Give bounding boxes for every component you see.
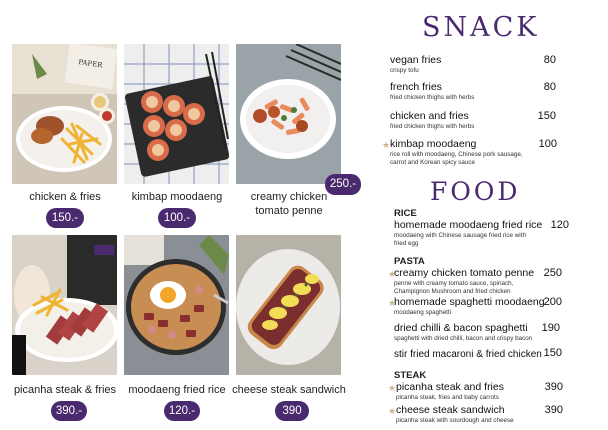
star-icon: ★ [388, 406, 397, 416]
item-description: crispy tofu [390, 67, 419, 74]
item-price: 120 [550, 219, 569, 231]
photo-card-cheese-steak [232, 235, 346, 417]
star-icon: ★ [388, 383, 397, 393]
cheese-steak-photo [236, 235, 341, 375]
item-price: 150 [543, 347, 562, 359]
item-name: homemade spaghetti moodaeng [394, 296, 545, 308]
menu-item-cheese-steak-sandwich [396, 404, 563, 425]
photo-card-picanha-steak [12, 235, 117, 417]
item-description-line1: rice roll with moodaeng, Chinese pork sausage, [390, 151, 523, 158]
item-description: fried chicken thighs with herbs [390, 94, 475, 101]
item-name: dried chilli & bacon spaghetti [394, 322, 528, 334]
menu-item-chicken-and-fries [390, 110, 600, 131]
kimbap-photo [124, 44, 229, 184]
penne-photo [236, 44, 341, 184]
item-name: vegan fries [390, 54, 442, 66]
item-price: 100 [538, 138, 557, 150]
item-price: 80 [543, 81, 556, 93]
food-section-title: FOOD [430, 177, 521, 206]
dish-name-line2: tomato penne [255, 205, 323, 217]
price-badge: 390 [275, 401, 309, 421]
photo-card-fried-rice [124, 235, 229, 417]
dish-name: kimbap moodaeng [131, 191, 223, 203]
item-price: 80 [543, 54, 556, 66]
item-price: 190 [541, 322, 560, 334]
star-icon: ★ [388, 298, 397, 308]
star-icon: ★ [382, 140, 391, 150]
price-badge: 250.- [325, 174, 361, 195]
menu-item-stir-fried-macaroni [394, 348, 562, 361]
menu-item-picanha-steak-fries [396, 381, 563, 402]
menu-item-moodaeng-fried-rice [394, 219, 569, 248]
item-description: fried chicken thighs with herbs [390, 123, 475, 130]
item-price: 200 [543, 296, 562, 308]
item-name: french fries [390, 81, 442, 93]
dish-name-line1: creamy chicken [250, 191, 328, 203]
item-description: moodaeng spaghetti [394, 309, 452, 316]
newspaper-text: PAPER [77, 58, 103, 70]
menu-item-kimbap-moodaeng [390, 138, 600, 167]
item-name: homemade moodaeng fried rice [394, 219, 543, 231]
menu-item-creamy-chicken-penne [394, 267, 562, 296]
chicken-fries-photo [12, 44, 117, 184]
category-steak: STEAK [394, 370, 427, 381]
price-badge: 150.- [46, 208, 84, 228]
item-name: picanha steak and fries [396, 381, 504, 393]
item-description-line1: moodaeng with Chinese sausage fried rice with [394, 232, 526, 239]
photo-card-creamy-penne [236, 44, 341, 217]
item-description-line2: Champignon Mushroom and fried chicken [394, 288, 511, 295]
item-price: 390 [544, 381, 563, 393]
item-name: creamy chicken tomato penne [394, 267, 535, 279]
item-price: 390 [544, 404, 563, 416]
category-pasta: PASTA [394, 256, 425, 267]
dish-name: picanha steak & fries [13, 384, 117, 396]
star-icon: ★ [388, 269, 397, 279]
item-name: kimbap moodaeng [390, 138, 477, 150]
dish-name: chicken & fries [29, 191, 101, 203]
item-description-line2: carrot and Korean spicy sauce [390, 159, 476, 166]
item-description: spaghetti with dried chilli, bacon and crispy bacon [394, 335, 533, 342]
item-price: 250 [543, 267, 562, 279]
item-name: stir fried macaroni & fried chicken [394, 349, 542, 360]
category-rice: RICE [394, 208, 417, 219]
dish-name: moodaeng fried rice [128, 384, 226, 396]
item-description: picanha steak with sourdough and cheese [396, 417, 514, 424]
item-name: cheese steak sandwich [396, 404, 505, 416]
photo-card-chicken-fries [12, 44, 117, 224]
price-badge: 120.- [164, 401, 200, 421]
photo-card-kimbap-moodaeng [124, 44, 229, 224]
item-name: chicken and fries [390, 110, 469, 122]
item-description-line1: penne with creamy tomato sauce, spinach, [394, 280, 514, 287]
item-description-line2: fried egg [394, 240, 419, 247]
menu-item-french-fries [390, 81, 600, 102]
menu-item-vegan-fries [390, 54, 600, 75]
item-description: picanha steak, fries and baby carrots [396, 394, 499, 401]
menu-item-spaghetti-moodaeng [394, 296, 562, 317]
menu-item-dried-chilli-bacon-spaghetti [394, 322, 560, 343]
item-price: 150 [537, 110, 556, 122]
price-badge: 100.- [158, 208, 196, 228]
price-badge: 390.- [51, 401, 87, 421]
snack-section-title: SNACK [422, 12, 540, 43]
fried-rice-photo [124, 235, 229, 375]
picanha-photo [12, 235, 117, 375]
dish-name: cheese steak sandwich [232, 384, 346, 396]
